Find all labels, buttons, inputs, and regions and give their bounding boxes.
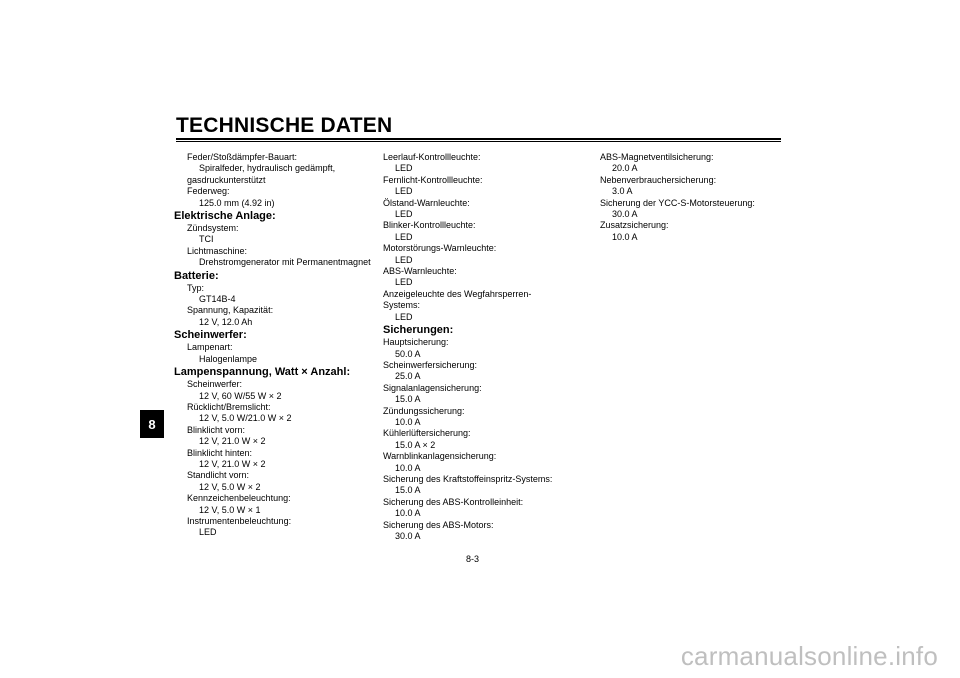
spec-label: Instrumentenbeleuchtung: xyxy=(187,515,292,526)
spec-label: Zündungssicherung: xyxy=(383,405,465,416)
spec-label: Blinker-Kontrollleuchte: xyxy=(383,220,476,231)
spec-value: GT14B-4 xyxy=(199,294,236,305)
page-title: TECHNISCHE DATEN xyxy=(176,114,393,137)
spec-label: Nebenverbrauchersicherung: xyxy=(600,174,717,185)
spec-label: Blinklicht vorn: xyxy=(187,424,246,435)
spec-label: Kennzeichenbeleuchtung: xyxy=(187,493,291,504)
spec-value: LED xyxy=(395,209,413,220)
spec-value: 15.0 A xyxy=(395,485,421,496)
spec-label: Lampenart: xyxy=(187,342,233,353)
spec-value: LED xyxy=(395,231,413,242)
spec-label: Rücklicht/Bremslicht: xyxy=(187,401,271,412)
spec-label: Federweg: xyxy=(187,186,230,197)
spec-label: Warnblinkanlagensicherung: xyxy=(383,451,497,462)
spec-value: 15.0 A × 2 xyxy=(395,439,436,450)
spec-value: 20.0 A xyxy=(612,163,638,174)
spec-value: Drehstromgenerator mit Permanentmagnet xyxy=(199,257,371,268)
spec-value: LED xyxy=(395,277,413,288)
spec-label: Fernlicht-Kontrollleuchte: xyxy=(383,174,483,185)
spec-value: 12 V, 21.0 W × 2 xyxy=(199,436,266,447)
chapter-tab: 8 xyxy=(140,410,164,438)
section-heading: Elektrische Anlage: xyxy=(174,210,276,223)
spec-value: 30.0 A xyxy=(395,531,421,541)
spec-value: 12 V, 12.0 Ah xyxy=(199,316,253,327)
spec-value: Halogenlampe xyxy=(199,353,258,364)
section-heading: Sicherungen: xyxy=(383,324,454,337)
spec-label: Anzeigeleuchte des Wegfahrsperren- xyxy=(383,288,532,299)
title-rule-thin xyxy=(176,141,781,142)
spec-value: TCI xyxy=(199,234,214,245)
spec-value: 15.0 A xyxy=(395,394,421,405)
spec-label: Scheinwerfer: xyxy=(187,379,243,390)
section-heading: Batterie: xyxy=(174,269,219,282)
spec-value: 10.0 A xyxy=(395,508,421,519)
spec-value: LED xyxy=(395,311,413,322)
spec-value: 3.0 A xyxy=(612,186,633,197)
spec-value: LED xyxy=(395,163,413,174)
spec-label: Sicherung des Kraftstoffeinspritz-Systems: xyxy=(383,473,553,484)
spec-label: Lichtmaschine: xyxy=(187,245,248,256)
spec-label: ABS-Warnleuchte: xyxy=(383,266,457,277)
spec-label: Systems: xyxy=(383,300,421,311)
spec-value: LED xyxy=(199,527,217,538)
watermark: carmanualsonline.info xyxy=(680,641,938,671)
spec-column-1 xyxy=(174,152,377,539)
spec-label: Sicherung des ABS-Kontrolleinheit: xyxy=(383,496,524,507)
spec-label: ABS-Magnetventilsicherung: xyxy=(600,152,714,162)
spec-value: 50.0 A xyxy=(395,348,421,359)
title-rule xyxy=(176,138,781,140)
spec-label: Blinklicht hinten: xyxy=(187,447,253,458)
spec-value: 125.0 mm (4.92 in) xyxy=(199,197,275,208)
spec-value: 12 V, 60 W/55 W × 2 xyxy=(199,390,282,401)
spec-value: 30.0 A xyxy=(612,209,638,220)
page-number: 8-3 xyxy=(466,554,480,564)
spec-label: Motorstörungs-Warnleuchte: xyxy=(383,243,497,254)
section-heading: Scheinwerfer: xyxy=(174,329,247,342)
spec-value: Spiralfeder, hydraulisch gedämpft, xyxy=(199,163,336,174)
spec-value: LED xyxy=(395,186,413,197)
spec-label: Typ: xyxy=(187,282,205,293)
spec-value: 12 V, 21.0 W × 2 xyxy=(199,458,266,469)
spec-label: Leerlauf-Kontrollleuchte: xyxy=(383,152,481,162)
spec-value: 12 V, 5.0 W × 2 xyxy=(199,481,261,492)
spec-label: gasdruckunterstützt xyxy=(187,174,266,185)
spec-label: Scheinwerfersicherung: xyxy=(383,359,478,370)
spec-label: Kühlerlüftersicherung: xyxy=(383,428,471,439)
spec-label: Feder/Stoßdämpfer-Bauart: xyxy=(187,152,298,162)
spec-value: 12 V, 5.0 W × 1 xyxy=(199,504,261,515)
spec-value: 25.0 A xyxy=(395,371,421,382)
spec-value: 10.0 A xyxy=(395,416,421,427)
spec-label: Ölstand-Warnleuchte: xyxy=(383,197,470,208)
spec-label: Standlicht vorn: xyxy=(187,470,250,481)
spec-column-2 xyxy=(383,152,583,542)
spec-value: 10.0 A xyxy=(395,462,421,473)
spec-label: Signalanlagensicherung: xyxy=(383,382,482,393)
section-heading: Lampenspannung, Watt × Anzahl: xyxy=(174,366,351,379)
spec-label: Zündsystem: xyxy=(187,223,239,234)
spec-label: Spannung, Kapazität: xyxy=(187,305,274,316)
spec-label: Sicherung der YCC-S-Motorsteuerung: xyxy=(600,197,755,208)
spec-value: 10.0 A xyxy=(612,231,638,242)
spec-column-3 xyxy=(600,152,790,243)
spec-label: Hauptsicherung: xyxy=(383,337,449,348)
spec-label: Sicherung des ABS-Motors: xyxy=(383,519,494,530)
spec-label: Zusatzsicherung: xyxy=(600,220,669,231)
spec-value: 12 V, 5.0 W/21.0 W × 2 xyxy=(199,413,292,424)
spec-value: LED xyxy=(395,254,413,265)
